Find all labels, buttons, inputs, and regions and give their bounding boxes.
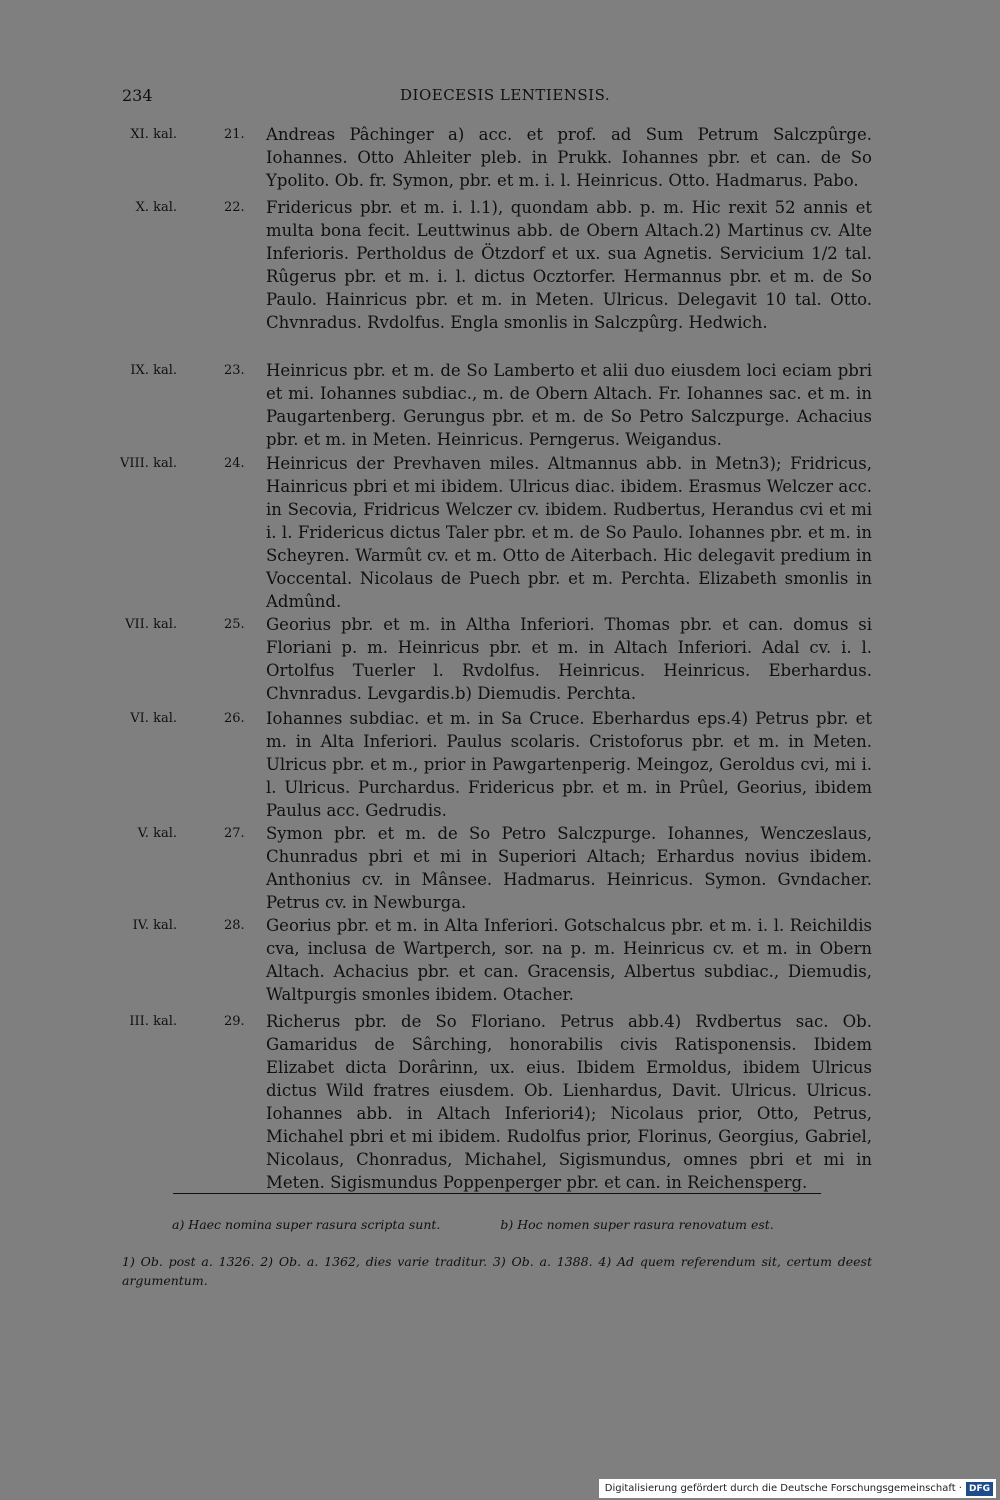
credit-text: Digitalisierung gefördert durch die Deutsche Forschungsgemeinschaft ·	[604, 1483, 962, 1494]
entry-text: Fridericus pbr. et m. i. l.1), quondam abb. p. m. Hic rexit 52 annis et multa bona fecit. Leuttwinus abb. de Obern Altach.2) Martinus cv. Alte Inferioris. Pertholdus de Ötzdorf et ux. sua Agnetis. Servicium 1/2 tal. Rûgerus pbr. et m. i. l. dictus Ocztorfer. Hermannus pbr. et m. de So Paulo. Hainricus pbr. et m. in Meten. Ulricus. Delegavit 10 tal. Otto. Chvnradus. Rvdolfus. Engla smonlis in Salczpûrg. Hedwich.	[266, 198, 872, 332]
footnote-a: a) Haec nomina super rasura scripta sunt.	[172, 1217, 441, 1232]
day-number: 28.	[224, 918, 245, 933]
day-number: 23.	[224, 363, 245, 378]
day-number: 29.	[224, 1014, 245, 1029]
kalend-label: VII. kal.	[125, 617, 177, 632]
day-number: 26.	[224, 711, 245, 726]
entry-text: Symon pbr. et m. de So Petro Salczpurge. Iohannes, Wenczeslaus, Chunradus pbri et mi in Superiori Altach; Erhardus novius ibidem. Anthonius cv. in Mânsee. Hadmarus. Heinricus. Symon. Gvndacher. Petrus cv. in Newburga.	[266, 824, 872, 912]
footnotes-numbered: 1) Ob. post a. 1326. 2) Ob. a. 1362, dies varie traditur. 3) Ob. a. 1388. 4) Ad quem referendum sit, certum deest argumentum.	[122, 1254, 872, 1288]
entry-text: Heinricus pbr. et m. de So Lamberto et alii duo eiusdem loci eciam pbri et mi. Iohannes subdiac., m. de Obern Altach. Fr. Iohannes sac. et m. in Paugartenberg. Gerungus pbr. et m. de So Petro Salczpurge. Achacius pbr. et m. in Meten. Heinricus. Perngerus. Weigandus.	[266, 361, 872, 449]
kalend-label: VIII. kal.	[120, 456, 177, 471]
entry-text: Richerus pbr. de So Floriano. Petrus abb.4) Rvdbertus sac. Ob. Gamaridus de Sârching, honorabilis civis Ratisponensis. Ibidem Elizabet dicta Dorârinn, ux. eius. Ibidem Ermoldus, ibidem Ulricus dictus Wild fratres eiusdem. Ob. Lienhardus, Davit. Ulricus. Ulricus. Iohannes abb. in Altach Inferiori4); Nicolaus prior, Otto, Petrus, Michahel pbri et mi ibidem. Rudolfus prior, Florinus, Georgius, Gabriel, Nicolaus, Chonradus, Michahel, Sigismundus, omnes pbri et mi in Meten. Sigismundus Poppenperger pbr. et can. in Reichensperg.	[266, 1012, 872, 1192]
kalend-label: IV. kal.	[132, 918, 177, 933]
day-number: 24.	[224, 456, 245, 471]
footnote-divider	[173, 1193, 821, 1194]
kalend-label: XI. kal.	[130, 127, 177, 142]
entry-text: Andreas Pâchinger a) acc. et prof. ad Sum Petrum Salczpûrge. Iohannes. Otto Ahleiter pleb. in Prukk. Iohannes pbr. et can. de So Ypolito. Ob. fr. Symon, pbr. et m. i. l. Heinricus. Otto. Hadmarus. Pabo.	[266, 125, 872, 190]
kalend-label: III. kal.	[129, 1014, 177, 1029]
running-title: DIOECESIS LENTIENSIS.	[400, 86, 611, 104]
dfg-logo: DFG	[966, 1482, 993, 1496]
footnotes-lettered	[172, 1217, 872, 1232]
footnote-b: b) Hoc nomen super rasura renovatum est.	[500, 1217, 774, 1232]
day-number: 25.	[224, 617, 245, 632]
day-number: 22.	[224, 200, 245, 215]
kalend-label: V. kal.	[137, 826, 177, 841]
day-number: 21.	[224, 127, 245, 142]
entry-text: Georius pbr. et m. in Alta Inferiori. Gotschalcus pbr. et m. i. l. Reichildis cva, inclusa de Wartperch, sor. na p. m. Heinricus cv. et m. in Obern Altach. Achacius pbr. et can. Gracensis, Albertus subdiac., Diemudis, Waltpurgis smonles ibidem. Otacher.	[266, 916, 872, 1004]
entry-text: Heinricus der Prevhaven miles. Altmannus abb. in Metn3); Fridricus, Hainricus pbri et mi ibidem. Ulricus diac. ibidem. Erasmus Welczer acc. in Secovia, Fridricus Welczer cv. ibidem. Rudbertus, Herandus cvi et mi i. l. Fridericus dictus Taler pbr. et m. de So Paulo. Iohannes pbr. et m. in Scheyren. Warmût cv. et m. Otto de Aiterbach. Hic delegavit predium in Voccental. Nicolaus de Puech pbr. et m. Perchta. Elizabeth smonlis in Admûnd.	[266, 454, 872, 611]
day-number: 27.	[224, 826, 245, 841]
page-number: 234	[122, 86, 153, 105]
entry-text: Iohannes subdiac. et m. in Sa Cruce. Eberhardus eps.4) Petrus pbr. et m. in Alta Inferiori. Paulus scolaris. Cristoforus pbr. et m. in Meten. Ulricus pbr. et m., prior in Pawgartenperig. Meingoz, Geroldus cvi, mi i. l. Ulricus. Purchardus. Fridericus pbr. et m. in Prûel, Georius, ibidem Paulus acc. Gedrudis.	[266, 709, 872, 820]
funding-credit	[599, 1479, 996, 1498]
kalend-label: VI. kal.	[130, 711, 177, 726]
entry-text: Georius pbr. et m. in Altha Inferiori. Thomas pbr. et can. domus si Floriani p. m. Heinricus pbr. et m. in Altach Inferiori. Adal cv. i. l. Ortolfus Tuerler l. Rvdolfus. Heinricus. Heinricus. Eberhardus. Chvnradus. Levgardis.b) Diemudis. Perchta.	[266, 615, 872, 703]
kalend-label: X. kal.	[135, 200, 177, 215]
kalend-label: IX. kal.	[130, 363, 177, 378]
